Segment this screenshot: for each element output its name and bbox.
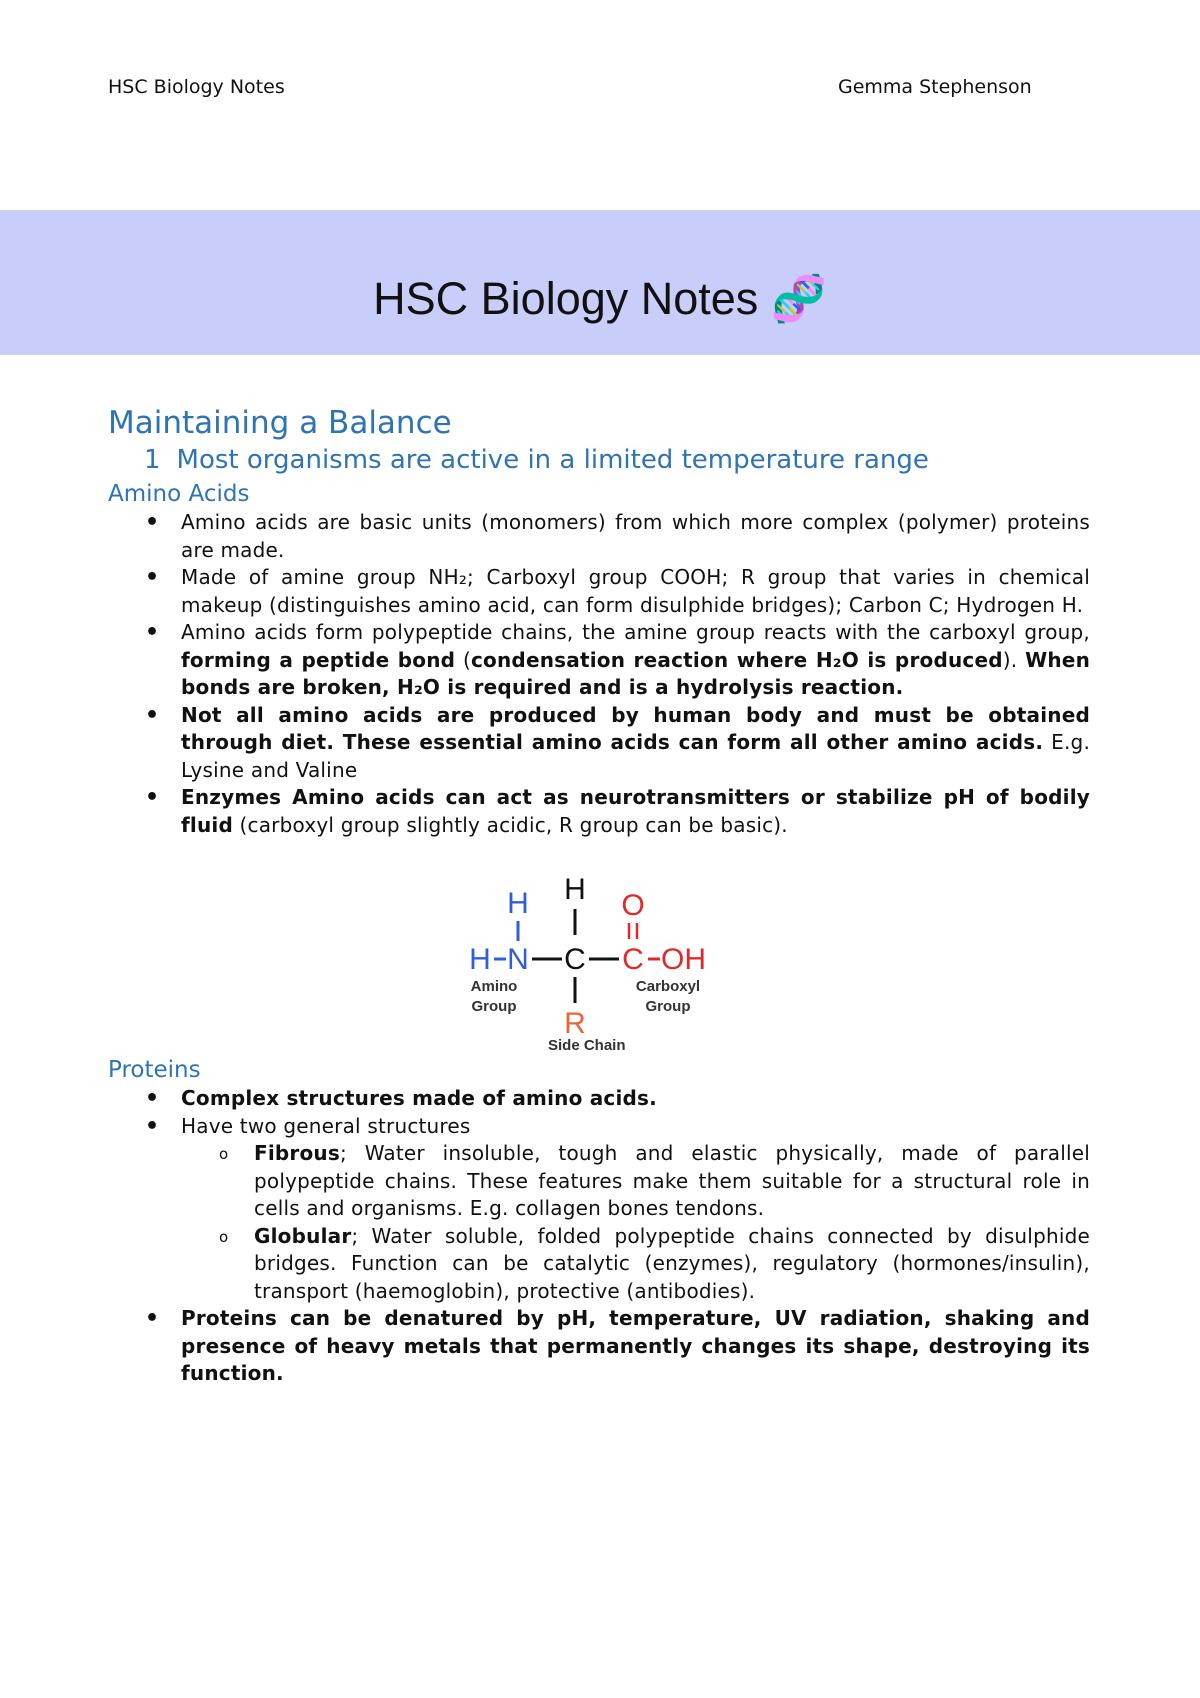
bullet-text: Amino acids form polypeptide chains, the amine group reacts with the carboxyl group,	[181, 620, 1090, 644]
subsection-title: Most organisms are active in a limited temperature range	[176, 445, 929, 475]
hydroxyl: OH	[661, 943, 706, 976]
list-item	[108, 564, 1090, 619]
bullet-bold-text: Enzymes Amino acids can act as neurotransmitters or stabilize pH of bodily fluid	[181, 785, 1090, 837]
sublist-text: ; Water insoluble, tough and elastic physically, made of parallel polypeptide chains. These features make them suitable for a structural role in cells and organisms. E.g. collagen bones tendons.	[254, 1141, 1090, 1220]
proteins-heading: Proteins	[108, 1057, 201, 1083]
side-chain-label: Side Chain	[548, 1037, 626, 1054]
alpha-hydrogen: H	[564, 873, 586, 906]
amine-hydrogen-left: H	[469, 943, 491, 976]
alpha-carbon: C	[564, 943, 586, 976]
bullet-bold-text: forming a peptide bond	[181, 647, 456, 672]
amino-group-label-1: Amino	[470, 978, 518, 995]
amino-acid-structure-svg	[458, 853, 758, 1043]
list-item	[108, 1113, 1090, 1306]
bullet-text: ).	[1002, 647, 1026, 672]
bullet-text: E.g. Lysine and Valine	[181, 730, 1091, 782]
bullet-text: Made of amine group NH₂; Carboxyl group COOH; R group that varies in chemical makeup (distinguishes amino acid, can form disulphide bridges); Carbon C; Hydrogen H.	[181, 565, 1090, 617]
list-item	[108, 1085, 1090, 1113]
sublist-item	[108, 1223, 1090, 1306]
amino-acids-list	[108, 509, 1090, 839]
bullet-text: (	[455, 647, 471, 672]
document-body	[108, 405, 1090, 1388]
amino-group-label-2: Group	[471, 998, 517, 1015]
amine-hydrogen-top: H	[507, 887, 529, 920]
carboxyl-carbon: C	[622, 943, 644, 976]
amino-acids-heading: Amino Acids	[108, 481, 250, 507]
proteins-list	[108, 1085, 1090, 1388]
carboxyl-group-label-2: Group	[645, 998, 691, 1015]
carboxyl-group-label-1: Carboxyl	[635, 978, 701, 995]
protein-structure-sublist	[108, 1140, 1090, 1305]
subsection-heading	[144, 445, 1090, 475]
sublist-bold-text: Globular	[254, 1223, 352, 1248]
sublist-text: ; Water soluble, folded polypeptide chains connected by disulphide bridges. Function can be catalytic (enzymes), regulatory (hormones/insulin), transport (haemoglobin), protective (antibodies).	[254, 1223, 1090, 1303]
list-item	[108, 619, 1090, 702]
amino-acid-diagram	[108, 853, 1090, 1043]
bullet-bold-text: Proteins can be denatured by pH, temperature, UV radiation, shaking and presence of heavy metals that permanently changes its shape, destroying its function.	[181, 1306, 1090, 1385]
bullet-bold-text: Not all amino acids are produced by human body and must be obtained through diet. These essential amino acids can form all other amino acids.	[181, 702, 1090, 754]
amine-nitrogen: N	[507, 943, 529, 976]
sublist-bold-text: Fibrous	[254, 1141, 340, 1165]
section-heading: Maintaining a Balance	[108, 405, 452, 441]
bullet-text: (carboxyl group slightly acidic, R group can be basic).	[232, 812, 788, 837]
list-item	[108, 702, 1090, 785]
bullet-text: Have two general structures	[181, 1113, 471, 1138]
header-left: HSC Biology Notes	[108, 76, 285, 98]
bullet-bold-text: condensation reaction where H₂O is produced	[471, 647, 1003, 672]
list-item	[108, 509, 1090, 564]
carboxyl-oxygen: O	[621, 889, 645, 922]
subsection-number: 1	[144, 445, 161, 475]
bullet-bold-text: When bonds are broken, H₂O is required and is a hydrolysis reaction.	[181, 647, 1091, 699]
document-title: HSC Biology Notes 🧬	[373, 273, 827, 324]
list-item	[108, 1305, 1090, 1388]
side-chain-r: R	[564, 1007, 586, 1040]
bullet-text: Amino acids are basic units (monomers) from which more complex (polymer) proteins are made.	[181, 510, 1090, 562]
header-author: Gemma Stephenson	[838, 76, 1032, 98]
sublist-item	[108, 1140, 1090, 1223]
list-item	[108, 784, 1090, 839]
bullet-bold-text: Complex structures made of amino acids.	[181, 1086, 657, 1110]
